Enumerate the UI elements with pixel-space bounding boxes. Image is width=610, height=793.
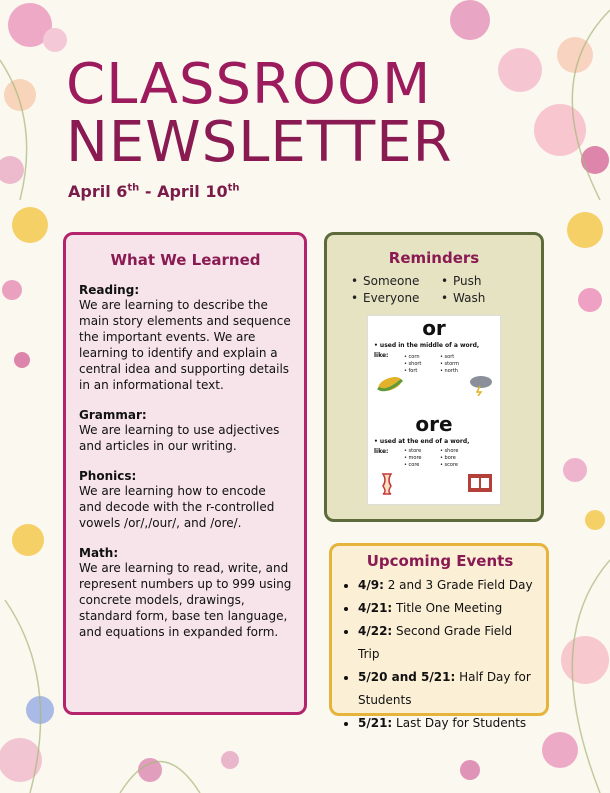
date-start-suffix: th [127,182,140,194]
storm-cloud-icon [468,374,494,396]
event-date: 4/21: [358,601,393,615]
events-list [344,574,536,735]
reminders-heading: Reminders [388,249,480,267]
newsletter-title-line-1: CLASSROOM [66,52,432,117]
what-we-learned-heading: What We Learned [110,251,261,269]
poster-or-words-b [440,354,459,375]
event-item [358,574,536,597]
poster-or-rule: • used in the middle of a word, [374,342,480,349]
poster-word: • score [440,462,458,468]
event-text: Last Day for Students [392,716,527,730]
apple-core-icon [378,470,396,496]
poster-word: • corn [404,354,420,360]
event-date: 4/22: [358,624,393,638]
event-text: 2 and 3 Grade Field Day [383,578,533,592]
poster-word: • short [404,361,422,367]
reading-text: We are learning to describe the main story elements and sequence the important events. We are learning to identify and explain a central idea and supporting details in an informational text. [79,298,291,392]
poster-word: • sort [440,354,455,360]
poster-or-title: or [422,316,446,340]
sight-word: • Everyone [351,290,441,307]
event-date: 4/9: [358,578,384,592]
grammar-title: Grammar: [79,408,147,422]
event-item [358,712,536,735]
date-end-suffix: th [227,182,240,194]
sight-word: • Someone [351,273,441,290]
event-item [358,666,536,712]
reading-title: Reading: [79,283,140,297]
event-date: 5/20 and 5/21: [358,670,456,684]
scoreboard-icon [466,470,494,496]
sight-word-list [351,273,531,307]
sight-word: • Wash [441,290,531,307]
week-dates [68,182,240,201]
reminders-card [324,232,544,522]
sight-word: • Push [441,273,531,290]
upcoming-events-card [329,543,549,730]
phonics-poster [367,315,501,505]
date-end: April 10 [157,182,228,201]
poster-or-like: like: [374,352,389,359]
poster-ore-rule: • used at the end of a word, [374,438,470,445]
upcoming-events-heading: Upcoming Events [366,552,514,570]
poster-ore-title: ore [415,412,453,436]
grammar-text: We are learning to use adjectives and articles in our writing. [79,423,280,453]
date-separator: - [139,182,158,201]
event-text: Second Grade Field Trip [358,624,513,661]
poster-word: • core [404,462,420,468]
event-text: Title One Meeting [392,601,503,615]
poster-word: • storm [440,361,460,367]
poster-word: • more [404,455,422,461]
poster-ore-words-b [440,448,458,469]
newsletter-title-line-2: NEWSLETTER [66,110,453,175]
event-date: 5/21: [358,716,393,730]
what-we-learned-card [63,232,307,715]
corn-icon [376,372,404,396]
date-start: April 6 [68,182,128,201]
poster-ore-words-a [404,448,422,469]
phonics-title: Phonics: [79,469,137,483]
event-item [358,620,536,666]
event-text: Half Day for Students [358,670,531,707]
poster-word: • bore [440,455,456,461]
event-item [358,597,536,620]
poster-word: • fort [404,368,418,374]
poster-ore-like: like: [374,448,389,455]
poster-word: • shore [440,448,459,454]
poster-word: • north [440,368,458,374]
math-text: We are learning to read, write, and represent numbers up to 999 using concrete models, drawings, standard form, base ten language, and equations in expanded form. [79,561,292,639]
poster-word: • store [404,448,422,454]
phonics-text: We are learning how to encode and decode with the r-controlled vowels /or/,/our/, and /ore/. [79,484,275,530]
poster-or-words-a [404,354,421,375]
math-title: Math: [79,546,119,560]
